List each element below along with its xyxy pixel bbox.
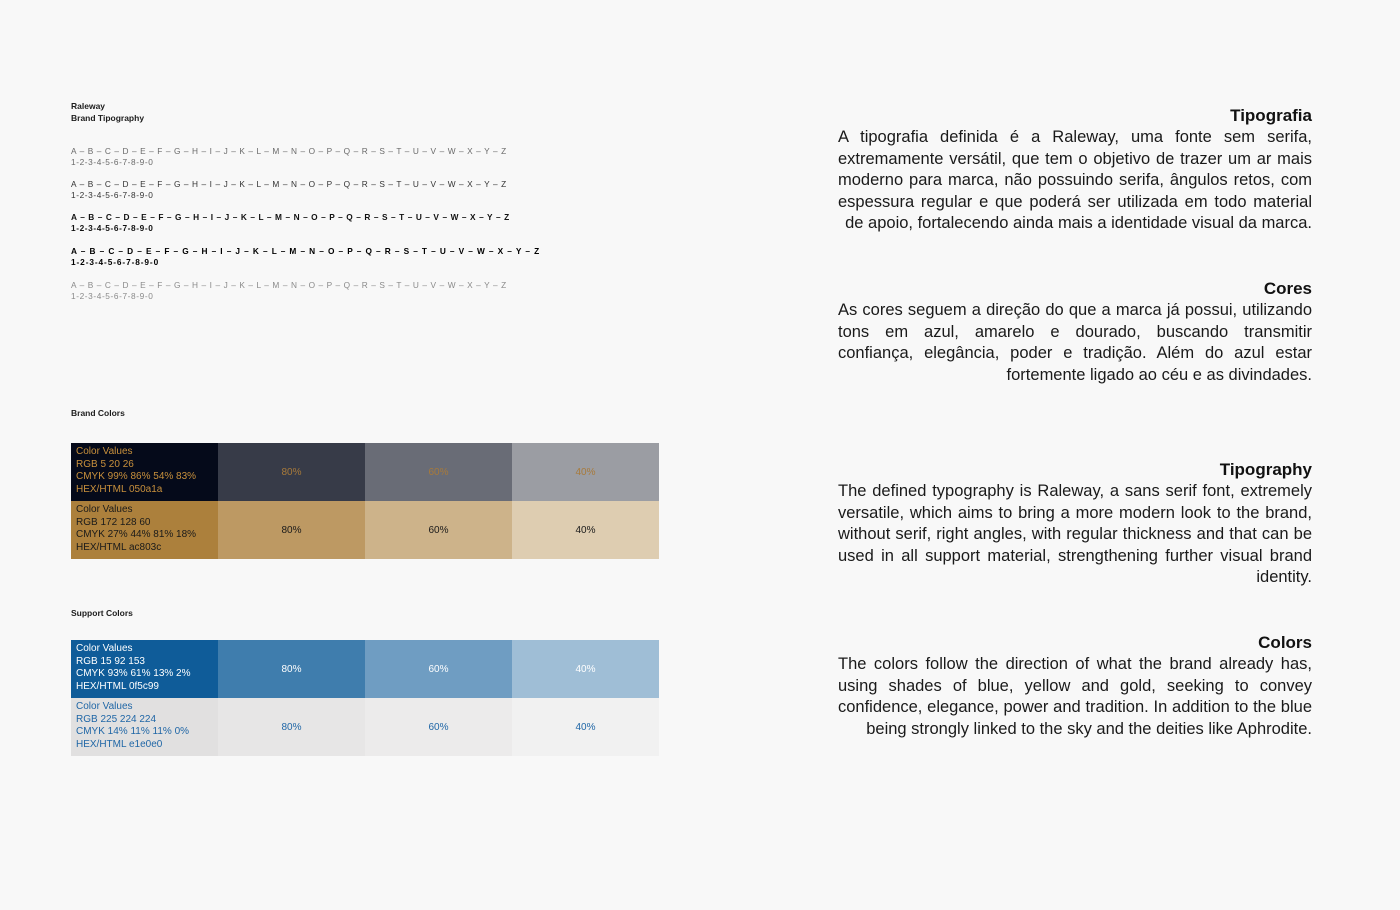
description-title: Tipography (1219, 460, 1312, 479)
description-tipography (838, 459, 1312, 589)
alphabet-sample-bold (71, 246, 540, 268)
tint-swatch: 60% (365, 443, 512, 501)
color-title: Color Values (76, 446, 133, 457)
alphabet-numbers: 1-2-3-4-5-6-7-8-9-0 (71, 157, 154, 167)
alphabet-letters: A – B – C – D – E – F – G – H – I – J – K – L – M – N – O – P – Q – R – S – T – U – V – W – X – Y – Z (71, 179, 507, 189)
description-text: The colors follow the direction of what the brand already has, using shades of blue, yellow and gold, seeking to convey confidence, elegance, power and tradition. In addition to the blue being strongly linked to the sky and the deities like Aphrodite. (838, 655, 1312, 738)
description-text: As cores seguem a direção do que a marca já possui, utilizando tons em azul, amarelo e dourado, buscando transmitir confiança, elegância, poder e tradição. Além do azul estar fortemente ligado ao céu e as divindades. (838, 301, 1312, 384)
tint-swatch: 40% (512, 698, 659, 756)
alphabet-letters: A – B – C – D – E – F – G – H – I – J – K – L – M – N – O – P – Q – R – S – T – U – V – W – X – Y – Z (71, 280, 507, 290)
color-row (71, 640, 659, 698)
alphabet-numbers: 1-2-3-4-5-6-7-8-9-0 (71, 291, 154, 301)
support-colors-label: Support Colors (71, 608, 133, 618)
color-cmyk: CMYK 27% 44% 81% 18% (76, 529, 197, 541)
color-rgb: RGB 15 92 153 (76, 655, 145, 667)
color-hex: HEX/HTML 0f5c99 (76, 680, 159, 692)
color-title: Color Values (76, 643, 133, 654)
brand-colors-palette (71, 443, 659, 559)
color-row (71, 443, 659, 501)
tint-swatch: 80% (218, 640, 365, 698)
alphabet-letters: A – B – C – D – E – F – G – H – I – J – K – L – M – N – O – P – Q – R – S – T – U – V – W – X – Y – Z (71, 146, 507, 156)
tint-swatch: 60% (365, 698, 512, 756)
tint-swatch: 40% (512, 501, 659, 559)
color-rgb: RGB 5 20 26 (76, 458, 134, 470)
color-hex: HEX/HTML e1e0e0 (76, 738, 163, 750)
tint-swatch: 80% (218, 443, 365, 501)
tint-swatch: 60% (365, 501, 512, 559)
description-colors (838, 632, 1312, 740)
description-cores (838, 278, 1312, 386)
alphabet-numbers: 1-2-3-4-5-6-7-8-9-0 (71, 190, 154, 200)
color-rgb: RGB 225 224 224 (76, 713, 157, 725)
color-hex: HEX/HTML ac803c (76, 541, 162, 553)
description-text: A tipografia definida é a Raleway, uma fonte sem serifa, extremamente versátil, que tem o objetivo de trazer um ar mais moderno para marca, não possuindo serifa, ângulos retos, com espessura regular e que poderá ser utilizada em todo material de apoio, fortalecendo ainda mais a identidade visual da marca. (838, 128, 1312, 233)
color-title: Color Values (76, 504, 133, 515)
tint-swatch: 80% (218, 698, 365, 756)
alphabet-sample-light (71, 146, 507, 168)
alphabet-sample-semibold (71, 212, 510, 234)
color-row (71, 501, 659, 559)
color-values-swatch (71, 443, 218, 501)
color-cmyk: CMYK 99% 86% 54% 83% (76, 471, 197, 483)
color-row (71, 698, 659, 756)
support-colors-palette (71, 640, 659, 756)
brand-colors-label: Brand Colors (71, 408, 125, 418)
alphabet-letters: A – B – C – D – E – F – G – H – I – J – K – L – M – N – O – P – Q – R – S – T – U – V – W – X – Y – Z (71, 246, 541, 256)
color-title: Color Values (76, 701, 133, 712)
description-tipografia (838, 105, 1312, 235)
alphabet-numbers: 1-2-3-4-5-6-7-8-9-0 (71, 257, 160, 267)
color-hex: HEX/HTML 050a1a (76, 483, 163, 495)
color-cmyk: CMYK 14% 11% 11% 0% (76, 726, 190, 738)
color-rgb: RGB 172 128 60 (76, 516, 151, 528)
description-title: Tipografia (1230, 106, 1312, 125)
alphabet-sample-regular (71, 179, 507, 201)
typography-heading: Brand Tipography (71, 113, 145, 123)
description-title: Cores (1263, 279, 1312, 298)
tint-swatch: 80% (218, 501, 365, 559)
tint-swatch: 60% (365, 640, 512, 698)
description-title: Colors (1258, 633, 1312, 652)
color-values-swatch (71, 640, 218, 698)
color-cmyk: CMYK 93% 61% 13% 2% (76, 668, 191, 680)
font-name: Raleway (71, 101, 106, 111)
alphabet-letters: A – B – C – D – E – F – G – H – I – J – K – L – M – N – O – P – Q – R – S – T – U – V – W – X – Y – Z (71, 212, 510, 222)
description-text: The defined typography is Raleway, a sans serif font, extremely versatile, which aims to bring a more modern look to the brand, without serif, right angles, with regular thickness and that can be used in all support material, strengthening further visual brand identity. (838, 482, 1312, 587)
typography-header (71, 100, 144, 124)
color-values-swatch (71, 501, 218, 559)
alphabet-numbers: 1-2-3-4-5-6-7-8-9-0 (71, 223, 154, 233)
color-values-swatch (71, 698, 218, 756)
alphabet-sample-thin (71, 280, 507, 302)
tint-swatch: 40% (512, 443, 659, 501)
tint-swatch: 40% (512, 640, 659, 698)
